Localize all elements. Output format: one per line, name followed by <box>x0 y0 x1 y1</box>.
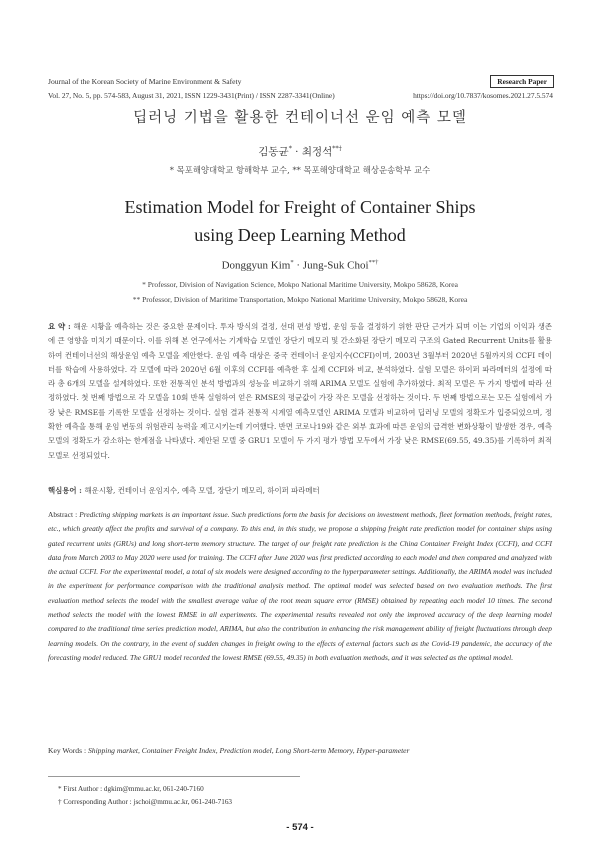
english-title-line-2: using Deep Learning Method <box>194 225 406 245</box>
korean-keywords <box>48 485 320 496</box>
author-separator: · <box>291 146 302 158</box>
author-2-en: Jung-Suk Choi <box>302 259 369 272</box>
korean-abstract <box>48 320 552 463</box>
author-1-en-mark: * <box>290 259 294 266</box>
author-1-en: Donggyun Kim <box>221 259 291 272</box>
english-abstract <box>48 508 552 665</box>
english-title <box>0 193 600 249</box>
footnote-divider <box>48 776 300 777</box>
korean-affiliations: * 목포해양대학교 항해학부 교수, ** 목포해양대학교 해상운송학부 교수 <box>169 165 431 175</box>
author-1-ko-mark: * <box>288 145 292 153</box>
author-2-en-mark: **† <box>368 259 379 266</box>
english-authors <box>0 259 600 272</box>
english-keywords-text: Shipping market, Container Freight Index, Prediction model, Long Short-term Memory, Hyper-parameter <box>87 746 410 755</box>
korean-keywords-text: 해운시황, 컨테이너 운임지수, 예측 모델, 장단기 메모리, 하이퍼 파라메터 <box>84 486 320 495</box>
research-paper-badge: Research Paper <box>490 75 554 88</box>
korean-authors <box>0 144 600 159</box>
english-abstract-label: Abstract : <box>48 510 80 519</box>
english-affiliation-2: ** Professor, Division of Maritime Transportation, Mokpo National Maritime University, Mokpo 58628, Korea <box>132 295 468 304</box>
doi-link[interactable]: https://doi.org/10.7837/kosomes.2021.27.5.574 <box>413 91 553 100</box>
author-separator-en: · <box>293 259 303 272</box>
english-abstract-text: Predicting shipping markets is an important issue. Such predictions form the basis for decisions on investment methods, fleet formation methods, freight rates, etc., which greatly affect the profits and survival of a company. To this end, in this study, we propose a shipping freight rate prediction model for container ships using gated recurrent units (GRUs) and long short-term memory structure. The target of our freight rate prediction is the China Container Freight Index (CCFI), and CCFI data from March 2003 to May 2020 were used for training. The CCFI after June 2020 was first predicted according to each model and then compared and analyzed with the actual CCFI. For the experimental model, a total of six models were designed according to the hyperparameter settings. Additionally, the ARIMA model was included in the experiment for performance comparison with the traditional analysis method. The optimal model was selected based on two evaluation methods. The first evaluation method selects the model with the smallest average value of the root mean square error (RMSE) obtained by repeating each model 10 times. The second method selects the model with the lowest RMSE in all experiments. The experimental results revealed not only the improved accuracy of the deep learning model compared to the traditional time series prediction model, ARIMA, but also the contribution in enhancing the risk management ability of freight fluctuations through deep learning models. On the contrary, in the event of sudden changes in freight owing to the effects of external factors such as the Covid-19 pandemic, the accuracy of the forecasting model reduced. The GRU1 model recorded the lowest RMSE (69.55, 49.35) in both evaluation methods, and it was selected as the optimal model. <box>48 510 552 662</box>
footnote-corresponding-author: † Corresponding Author : jschoi@mmu.ac.kr, 061-240-7163 <box>58 798 233 806</box>
english-keywords-label: Key Words : <box>48 746 88 755</box>
author-1-ko: 김동균 <box>258 146 289 158</box>
volume-issn-line: Vol. 27, No. 5, pp. 574-583, August 31, 2021, ISSN 1229-3431(Print) / ISSN 2287-3341(Online) <box>48 91 335 100</box>
page-number: - 574 - <box>286 822 314 833</box>
english-keywords <box>48 746 410 755</box>
author-2-ko: 최정석 <box>301 146 333 158</box>
author-2-ko-mark: **† <box>332 145 342 153</box>
english-title-line-1: Estimation Model for Freight of Container Ships <box>124 197 476 217</box>
korean-abstract-text: 해운 시황을 예측하는 것은 중요한 문제이다. 투자 방식의 결정, 선대 편성 방법, 운임 등을 결정하기 위한 판단 근거가 되며 이는 기업의 이익과 생존에 큰 영향을 미치기 때문이다. 이를 위해 본 연구에서는 기계학습 모델인 장단기 메모리 및 간소화된 장단기 메모리 구조의 Gated Recurrent Units를 활용하여 컨테이너선의 해상운임 예측 모델을 제안한다. 운임 예측 대상은 중국 컨테이너 운임지수(CCFI)이며, 2003년 3월부터 2020년 5월까지의 CCFI 데이터를 학습에 사용하였다. 각 모델에 따라 2020년 6월 이후의 CCFI를 예측한 후 실제 CCFI와 비교, 분석하였다. 실험 모델은 하이퍼 파라메터의 설정에 따라 총 6개의 모델을 설계하였다. 또한 전통적인 분석 방법과의 성능을 비교하기 위해 ARIMA 모델도 실험에 추가하였다. 최적 모델은 두 가지 방법에 따라 선정하였다. 첫 번째 방법으로 각 모델을 10회 반복 실험하여 얻은 RMSE의 평균값이 가장 작은 모델을 선정하는 것이다. 두 번째 방법으로는 모든 실험에서 가장 낮은 RMSE를 기록한 모델을 선정하는 것이다. 실험 결과 전통적 시계열 예측모델인 ARIMA 모델과 비교하여 딥러닝 모델의 정확도가 입증되었으며, 정확한 예측을 통해 운임 변동의 위험관리 능력을 제고시키는데 기여했다. 반면 코로나19와 같은 외부 효과에 따른 운임의 급격한 변화상황이 발생한 경우, 예측모델의 정확도가 감소하는 한계점을 나타냈다. 제안된 모델 중 GRU1 모델이 두 가지 평가 방법 모두에서 가장 낮은 RMSE(69.55, 49.35)를 기록하여 최적 모델로 선정되었다. <box>48 322 552 460</box>
journal-name: Journal of the Korean Society of Marine Environment & Safety <box>48 77 242 86</box>
english-affiliation-1: * Professor, Division of Navigation Science, Mokpo National Maritime University, Mokpo 58628, Korea <box>142 280 458 289</box>
footnote-first-author: * First Author : dgkim@mmu.ac.kr, 061-240-7160 <box>58 785 204 793</box>
korean-title: 딥러닝 기법을 활용한 컨테이너선 운임 예측 모델 <box>133 110 467 126</box>
korean-keywords-label: 핵심용어 : <box>48 486 85 495</box>
korean-abstract-label: 요 약 : <box>48 322 74 331</box>
